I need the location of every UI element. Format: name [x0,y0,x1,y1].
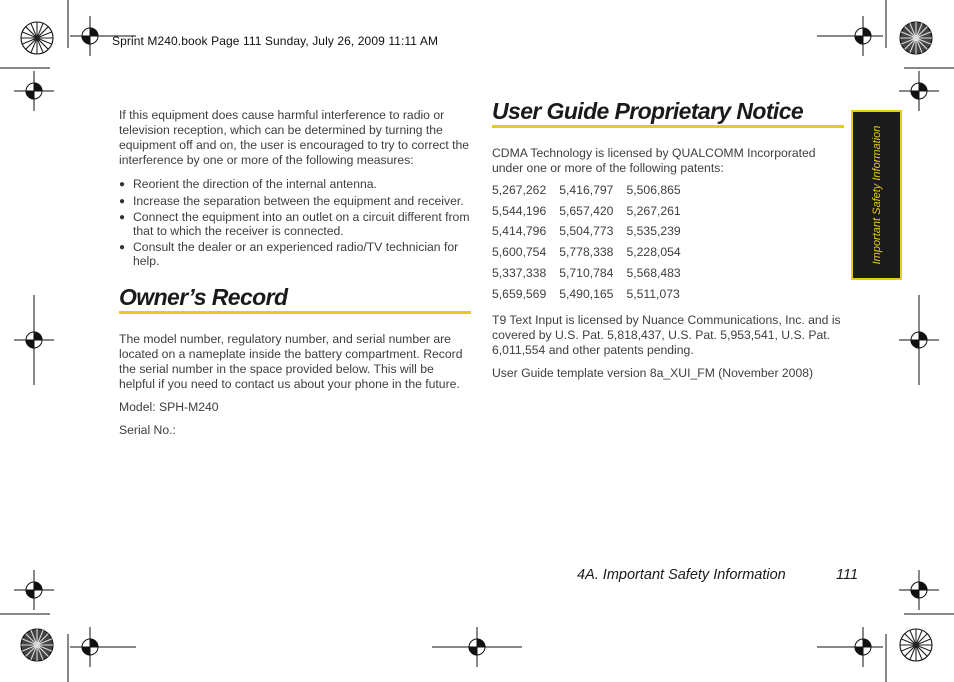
patent-number: 5,778,338 [559,245,614,260]
patent-number: 5,228,054 [626,245,681,260]
registration-target-icon [817,627,883,667]
starburst-registration-icon [21,22,53,54]
patent-number: 5,337,338 [492,266,547,281]
patent-number: 5,544,196 [492,203,547,218]
bullet-icon: ● [119,242,126,253]
patent-number: 5,710,784 [559,266,614,281]
model-line: Model: SPH-M240 [119,400,219,414]
registration-target-icon [899,332,939,348]
list-item-text: Consult the dealer or an experienced radio/TV technician for help. [133,240,459,268]
section-side-tab [851,110,902,280]
table-row [492,242,694,263]
list-item-text: Reorient the direction of the internal antenna. [133,177,377,191]
registration-target-icon [70,627,136,667]
table-row [492,284,694,305]
registration-target-icon [14,71,54,111]
registration-target-icon [432,627,522,667]
bullet-icon: ● [119,195,126,207]
side-tab-label: Important Safety Information [870,125,883,265]
list-item-text: Increase the separation between the equipment and receiver. [133,193,464,208]
starburst-registration-icon [900,22,932,54]
registration-target-icon [817,16,883,56]
table-row [492,222,694,243]
starburst-registration-icon [900,629,932,661]
table-row [492,263,694,284]
registration-target-icon [14,570,54,610]
starburst-registration-icon [21,629,53,661]
list-item [119,211,471,238]
serial-line: Serial No.: [119,423,176,437]
footer-page-number: 111 [836,567,859,583]
template-version-text: User Guide template version 8a_XUI_FM (November 2008) [492,365,814,380]
list-item-text: Connect the equipment into an outlet on a circuit different from that to which the receiver is connected. [133,210,470,238]
proprietary-notice-heading: User Guide Proprietary Notice [492,104,844,128]
patent-number: 5,506,865 [626,182,681,197]
cdma-text: CDMA Technology is licensed by QUALCOMM Incorporated under one or more of the following patents: [492,146,816,175]
measures-list [119,178,471,268]
bullet-icon: ● [119,212,126,223]
patent-number: 5,267,262 [492,182,547,197]
patent-table [492,180,694,305]
right-column [492,98,844,381]
list-item [119,241,471,268]
registration-target-icon [14,332,54,348]
registration-target-icon [899,570,939,610]
list-item [119,178,471,192]
owners-record-text: The model number, regulatory number, and serial number are located on a nameplate inside the battery compartment. Record the serial number in the space provided below. This will be helpful if you need to contact us about your phone in the future. [119,332,463,391]
patent-number: 5,511,073 [626,286,680,301]
patent-number: 5,504,773 [559,224,614,239]
bullet-icon: ● [119,179,126,190]
owners-record-heading: Owner’s Record [119,290,471,314]
patent-number: 5,535,239 [626,224,681,239]
patent-number: 5,416,797 [559,182,614,197]
list-item [119,195,471,209]
interference-intro: If this equipment does cause harmful interference to radio or television reception, which can be determined by turning the equipment off and on, the user is encouraged to try to correct the interference by one or more of the following measures: [119,108,470,167]
patent-number: 5,267,261 [626,203,681,218]
print-header: Sprint M240.book Page 111 Sunday, July 26, 2009 11:11 AM [112,34,439,48]
footer-section-title: 4A. Important Safety Information [577,567,786,583]
table-row [492,180,694,201]
patent-number: 5,568,483 [626,266,681,281]
patent-number: 5,600,754 [492,245,547,260]
registration-target-icon [899,71,939,111]
patent-number: 5,659,569 [492,286,547,301]
patent-number: 5,414,796 [492,224,547,239]
patent-number: 5,657,420 [559,203,614,218]
t9-text: T9 Text Input is licensed by Nuance Communications, Inc. and is covered by U.S. Pat. 5,818,437, U.S. Pat. 5,953,541, U.S. Pat. 6,011,554 and other patents pending. [492,312,841,357]
table-row [492,201,694,222]
patent-number: 5,490,165 [559,286,614,301]
left-column [119,108,471,438]
